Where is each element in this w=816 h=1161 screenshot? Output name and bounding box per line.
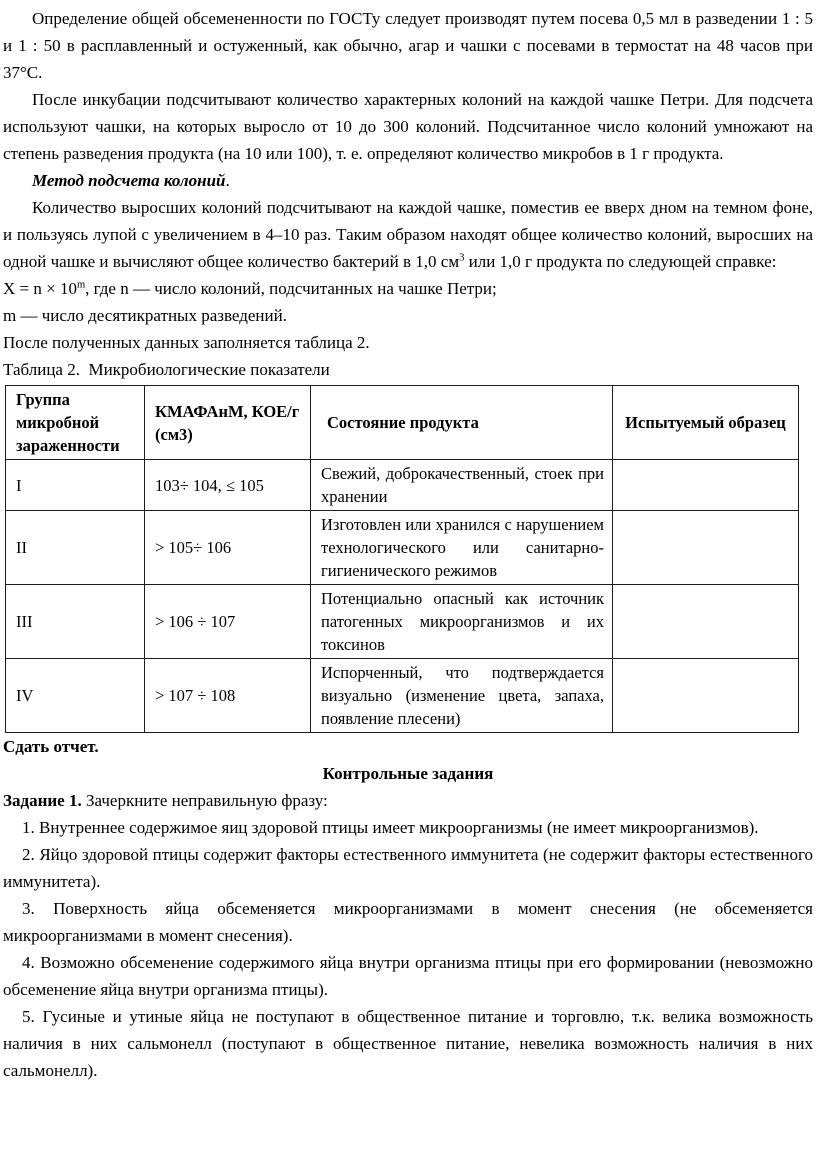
task1-label: Задание 1. [3,791,82,810]
value-cell: > 106 ÷ 107 [145,585,311,659]
value-cell: > 107 ÷ 108 [145,659,311,733]
microbio-table [5,385,799,733]
task-item-2: 2. Яйцо здоровой птицы содержит факторы естественного иммунитета (не содержит факторы естественного иммунитета). [3,845,813,891]
incubation-paragraph: После инкубации подсчитывают количество характерных колоний на каждой чашке Петри. Для подсчета используют чашки, на которых выросло от 10 до 300 колоний. Подсчитанное число колоний умножают на степень разведения продукта (на 10 или 100), т. е. определяют количество микробов в 1 г продукта. [3,90,813,163]
task1-text: Зачеркните неправильную фразу: [81,791,328,810]
header-cell-sample: Испытуемый образец [613,386,799,460]
table-caption: Таблица 2. Микробиологические показатели [3,360,330,379]
table-row-group-4 [6,659,799,733]
state-cell: Испорченный, что подтверждается визуально (изменение цвета, запаха, появление плесени) [311,659,613,733]
group-cell: IV [6,659,145,733]
task-item-4: 4. Возможно обсеменение содержимого яйца внутри организма птицы при его формировании (невозможно обсеменение яйца внутри организма птицы). [3,953,813,999]
task-item-5: 5. Гусиные и утиные яйца не поступают в общественное питание и торговлю, т.к. велика возможность наличия в них сальмонелл (поступают в общественное питание, невелика возможность наличия в них сальмонелл). [3,1007,813,1080]
counting-paragraph [3,194,813,275]
sample-cell [613,511,799,585]
value-cell: 103÷ 104, ≤ 105 [145,460,311,511]
value-cell: > 105÷ 106 [145,511,311,585]
method-heading-text: Метод подсчета колоний [32,171,226,190]
m-definition-line: m — число десятикратных разведений. [3,306,287,325]
state-cell: Свежий, доброкачественный, стоек при хранении [311,460,613,511]
header-cell-kmafanm: КМАФАнМ, КОЕ/г (см3) [145,386,311,460]
exponent-superscript: m [76,279,86,291]
group-cell: II [6,511,145,585]
control-tasks-heading: Контрольные задания [322,764,494,783]
state-cell: Изготовлен или хранился с нарушением технологического или санитарно-гигиенического режимов [311,511,613,585]
state-cell: Потенциально опасный как источник патогенных микроорганизмов и их токсинов [311,585,613,659]
task-item-1: 1. Внутреннее содержимое яиц здоровой птицы имеет микроорганизмы (не имеет микроорганизмов). [22,818,759,837]
header-cell-group: Группа микробной зараженности [6,386,145,460]
formula-line [3,275,813,302]
method-heading [3,167,813,194]
table-row-group-2 [6,511,799,585]
table-note: После полученных данных заполняется таблица 2. [3,333,370,352]
task1-heading [3,787,813,814]
group-cell: I [6,460,145,511]
submit-report-note: Сдать отчет. [3,737,99,756]
sample-cell [613,460,799,511]
method-heading-period: . [225,171,230,190]
table-row-group-1 [6,460,799,511]
sample-cell [613,585,799,659]
table-row-group-3 [6,585,799,659]
table-header-row [6,386,799,460]
sample-cell [613,659,799,733]
task-item-3: 3. Поверхность яйца обсеменяется микроорганизмами в момент снесения (не обсеменяется микроорганизмами в момент снесения). [3,899,813,945]
formula-before: Х = n × 10 [3,279,77,298]
header-cell-state: Состояние продукта [311,386,613,460]
group-cell: III [6,585,145,659]
formula-after: , где n — число колоний, подсчитанных на чашке Петри; [85,279,497,298]
counting-paragraph-after: или 1,0 г продукта по следующей справке: [464,252,777,271]
cubic-cm-superscript: 3 [459,252,465,264]
intro-paragraph: Определение общей обсемененности по ГОСТу следует производят путем посева 0,5 мл в разведении 1 : 5 и 1 : 50 в расплавленный и остуженный, как обычно, агар и чашки с посевами в термостат на 48 часов при 37°С. [3,9,813,82]
counting-paragraph-before: Количество выросших колоний подсчитывают на каждой чашке, поместив ее вверх дном на темном фоне, и пользуясь лупой с увеличением в 4–10 раз. Таким образом находят общее количество колоний, выросших на одной чашке и вычисляют общее количество бактерий в 1,0 см [3,198,813,271]
